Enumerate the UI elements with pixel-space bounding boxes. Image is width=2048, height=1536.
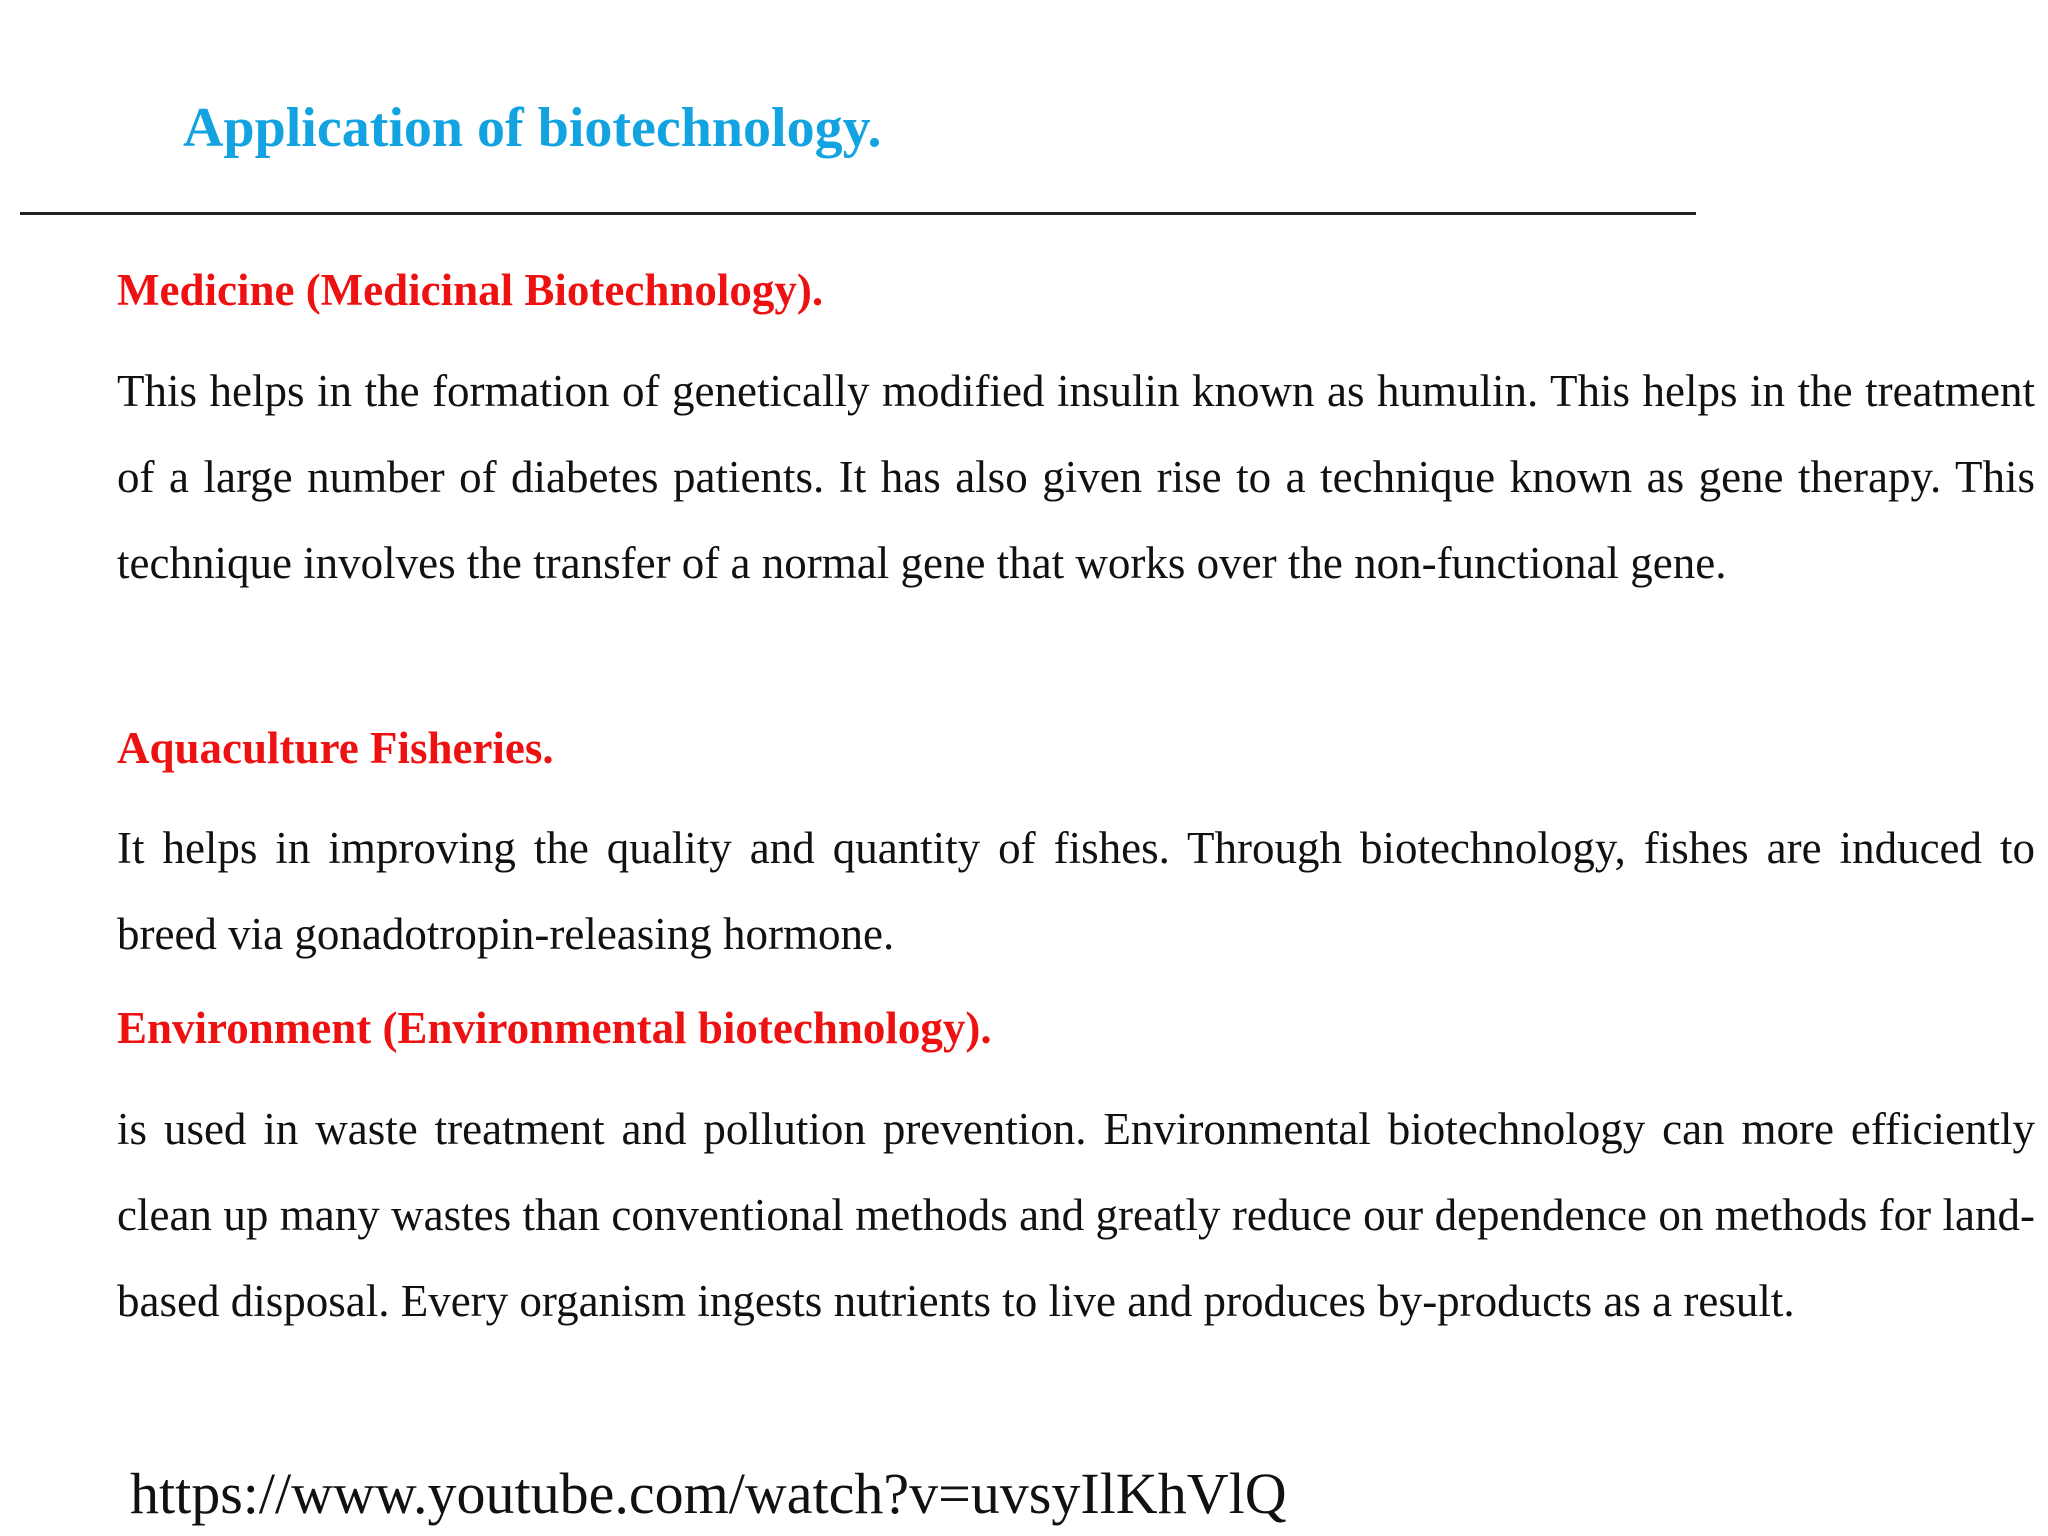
paragraph-medicine: This helps in the formation of genetically modified insulin known as humulin. This helps in the treatment of a large number of diabetes patients. It has also given rise to a technique known as gene therapy. This technique involves the transfer of a normal gene that works over the non-functional gene.	[117, 366, 2035, 588]
source-url-link[interactable]: https://www.youtube.com/watch?v=uvsyIlKhVlQ	[130, 1461, 1287, 1526]
paragraph-environment: is used in waste treatment and pollution prevention. Environmental biotechnology can more efficiently clean up many wastes than conventional methods and greatly reduce our dependence on methods for land-based disposal. Every organism ingests nutrients to live and produces by-products as a result.	[117, 1104, 2035, 1326]
paragraph-aquaculture: It helps in improving the quality and quantity of fishes. Through biotechnology, fishes are induced to breed via gonadotropin-releasing hormone.	[117, 823, 2035, 959]
slide-title: Application of biotechnology.	[183, 97, 882, 159]
heading-environment: Environment (Environmental biotechnology).	[117, 1003, 992, 1053]
heading-medicine: Medicine (Medicinal Biotechnology).	[117, 265, 824, 315]
title-divider	[20, 212, 1696, 215]
heading-aquaculture: Aquaculture Fisheries.	[117, 723, 554, 773]
